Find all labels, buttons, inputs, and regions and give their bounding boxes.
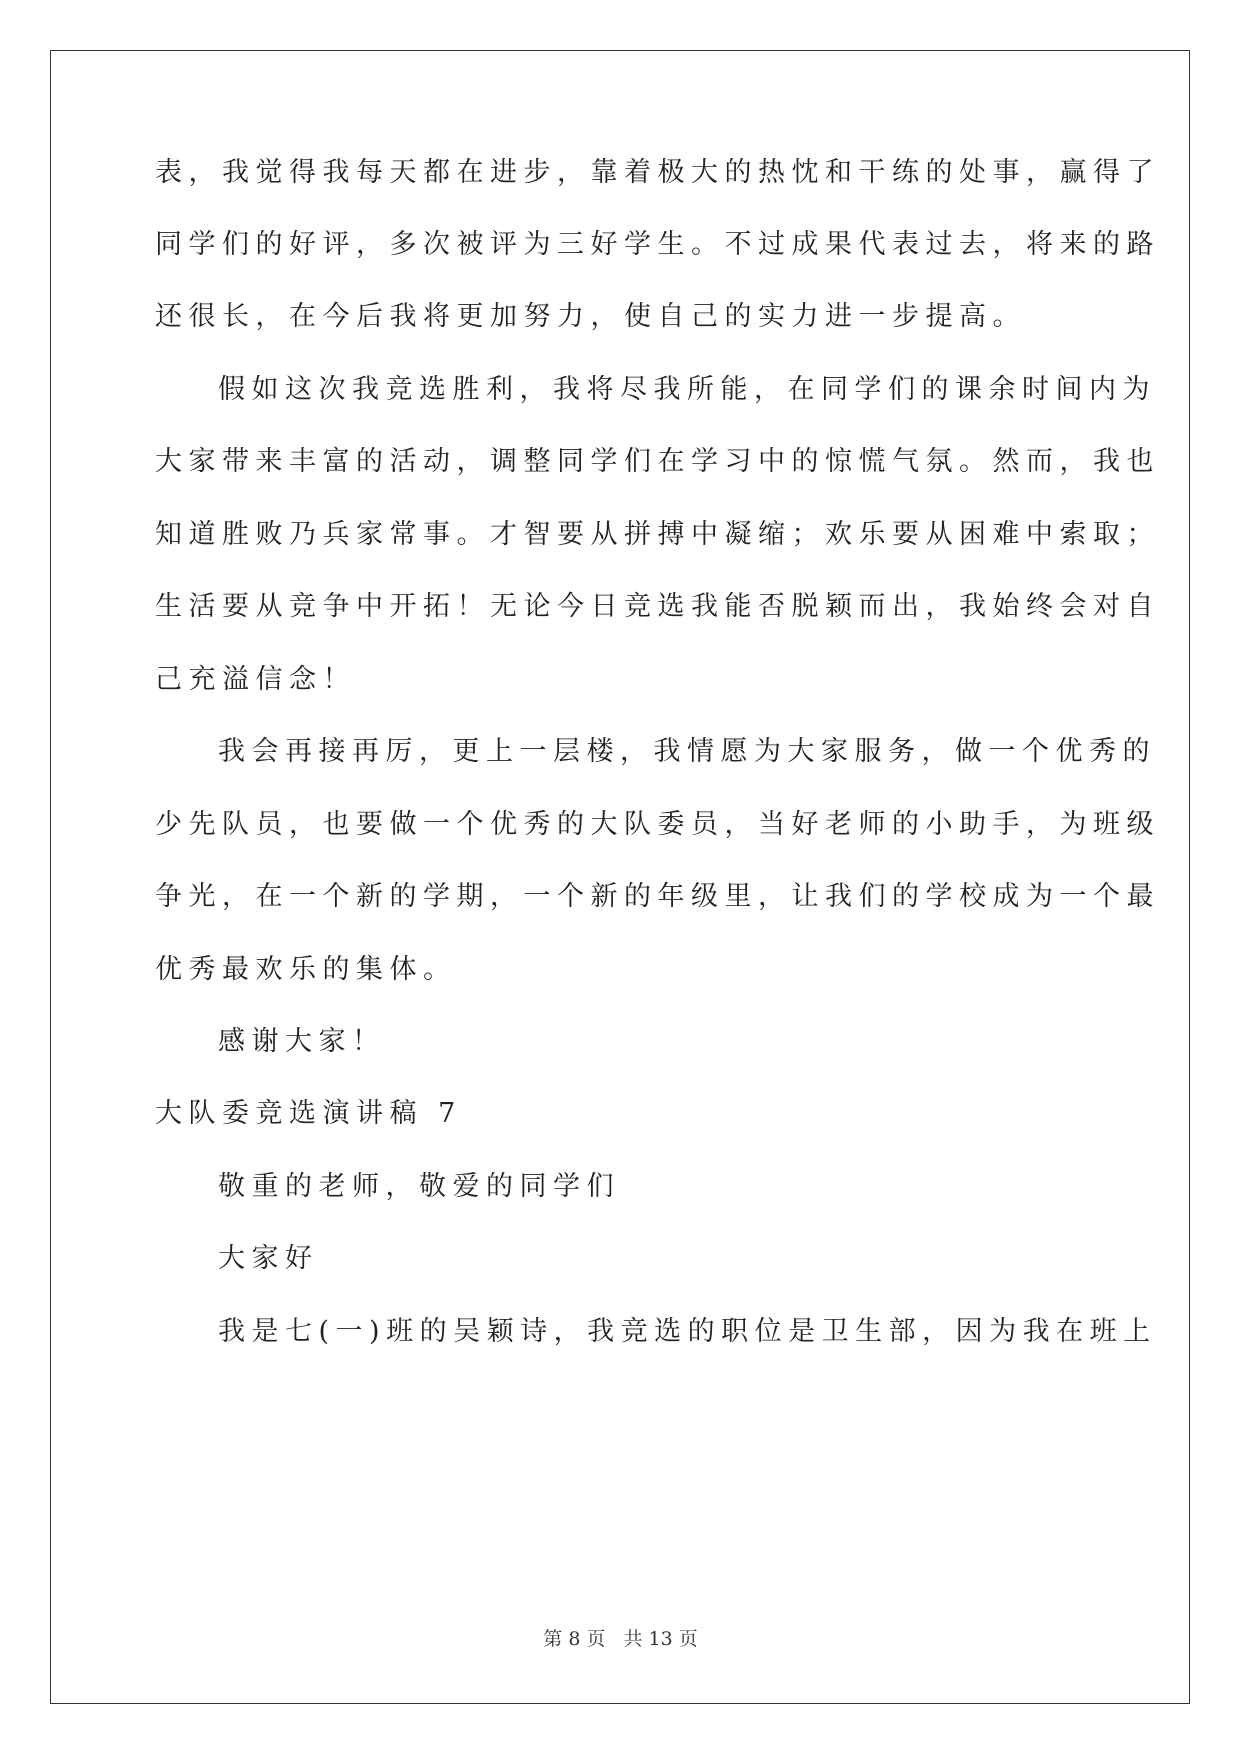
text-line: 我是七(一)班的吴颖诗，我竞选的职位是卫生部，因为我在班上 <box>218 1316 1157 1347</box>
page-number: 第 8 页 <box>543 1628 606 1650</box>
text-line: 感谢大家！ <box>218 1026 386 1057</box>
text-line: 少先队员，也要做一个优秀的大队委员，当好老师的小助手，为班级 <box>155 809 1160 840</box>
text-line: 大家好 <box>218 1243 319 1274</box>
text-line: 争光，在一个新的学期，一个新的年级里，让我们的学校成为一个最 <box>155 881 1160 912</box>
text-line: 假如这次我竞选胜利，我将尽我所能，在同学们的课余时间内为 <box>218 374 1156 405</box>
text-line: 敬重的老师，敬爱的同学们 <box>218 1171 620 1202</box>
text-line: 还很长，在今后我将更加努力，使自己的实力进一步提高。 <box>155 301 1026 332</box>
page-footer <box>0 1624 1241 1651</box>
text-line: 己充溢信念！ <box>155 664 356 695</box>
text-line: 优秀最欢乐的集体。 <box>155 954 457 985</box>
text-line: 表，我觉得我每天都在进步，靠着极大的热忱和干练的处事，赢得了 <box>155 157 1160 188</box>
text-line: 我会再接再厉，更上一层楼，我情愿为大家服务，做一个优秀的 <box>218 736 1156 767</box>
page-total: 共 13 页 <box>623 1628 698 1650</box>
section-heading: 大队委竞选演讲稿 7 <box>155 1098 462 1129</box>
text-line: 生活要从竞争中开拓！无论今日竞选我能否脱颖而出，我始终会对自 <box>155 591 1160 622</box>
text-line: 大家带来丰富的活动，调整同学们在学习中的惊慌气氛。然而，我也 <box>155 446 1160 477</box>
text-line: 同学们的好评，多次被评为三好学生。不过成果代表过去，将来的路 <box>155 229 1160 260</box>
text-line: 知道胜败乃兵家常事。才智要从拼搏中凝缩；欢乐要从困难中索取； <box>155 519 1160 550</box>
